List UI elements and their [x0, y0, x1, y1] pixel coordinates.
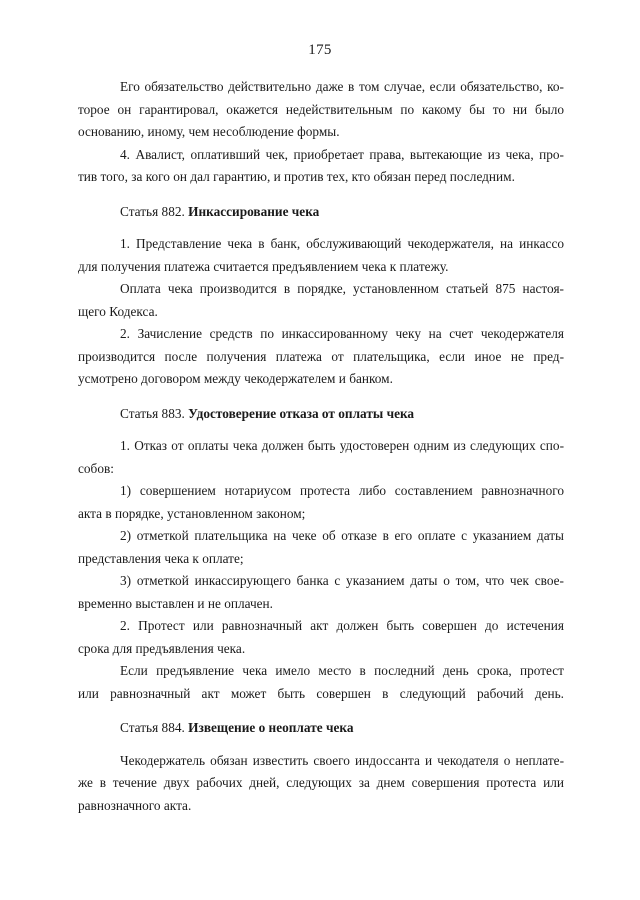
text-line: усмотрено договором между чекодержателем и банком. [78, 371, 393, 386]
paragraph [78, 435, 564, 480]
text-line: 1. Представление чека в банк, обслуживающий чекодержателя, на инкассо [120, 236, 564, 251]
text-line: или равнозначный акт может быть совершен в следующий рабочий день. [78, 685, 564, 701]
document-body [78, 76, 564, 817]
paragraph [78, 233, 564, 278]
article-number: Статья 884. [120, 720, 185, 735]
text-line: 2. Протест или равнозначный акт должен быть совершен до истечения [120, 618, 564, 633]
paragraph [78, 660, 564, 705]
text-line: 1. Отказ от оплаты чека должен быть удостоверен одним из следующих спо- [120, 438, 564, 453]
paragraph [78, 525, 564, 570]
text-line: Если предъявление чека имело место в последний день срока, протест [120, 663, 564, 678]
text-line: производится после получения платежа от плательщика, если иное не пред- [78, 348, 564, 364]
article-number: Статья 883. [120, 405, 185, 421]
paragraph [78, 480, 564, 525]
paragraph [78, 615, 564, 660]
text-line: 2) отметкой плательщика на чеке об отказе в его оплате с указанием даты [120, 528, 564, 543]
text-line: торое он гарантировал, окажется недействительным по какому бы то ни было [78, 101, 564, 117]
text-line: 2. Зачисление средств по инкассированному чеку на счет чекодержателя [120, 326, 564, 341]
paragraph [78, 144, 564, 189]
text-line: временно выставлен и не оплачен. [78, 595, 273, 611]
text-line: щего Кодекса. [78, 303, 158, 319]
text-line: для получения платежа считается предъявлением чека к платежу. [78, 258, 449, 274]
text-line: акта в порядке, установленном законом; [78, 505, 306, 521]
paragraph [78, 570, 564, 615]
article-heading [78, 717, 564, 740]
text-line: же в течение двух рабочих дней, следующих за днем совершения протеста или [78, 775, 564, 790]
article-title: Извещение о неоплате чека [188, 720, 354, 735]
text-line: равнозначного акта. [78, 797, 192, 813]
text-line: 4. Авалист, оплативший чек, приобретает права, вытекающие из чека, про- [120, 146, 564, 162]
text-line: основанию, иному, чем несоблюдение формы. [78, 124, 340, 139]
article-heading [78, 403, 564, 426]
article-number: Статья 882. [120, 203, 185, 219]
article-title: Инкассирование чека [188, 203, 320, 219]
paragraph [78, 750, 564, 818]
text-line: представления чека к оплате; [78, 550, 244, 566]
article-heading [78, 201, 564, 224]
text-line: Его обязательство действительно даже в том случае, если обязательство, ко- [120, 79, 564, 94]
text-line: Оплата чека производится в порядке, установленном статьей 875 настоя- [120, 281, 564, 296]
text-line: тив того, за кого он дал гарантию, и против тех, кто обязан перед последним. [78, 169, 515, 184]
paragraph [78, 323, 564, 391]
text-line: собов: [78, 460, 114, 476]
paragraph [78, 278, 564, 323]
text-line: 1) совершением нотариусом протеста либо составлением равнозначного [120, 483, 564, 498]
text-line: 3) отметкой инкассирующего банка с указанием даты о том, что чек свое- [120, 573, 564, 588]
article-title: Удостоверение отказа от оплаты чека [188, 405, 415, 421]
text-line: Чекодержатель обязан известить своего индоссанта и чекодателя о неплате- [120, 752, 564, 768]
paragraph [78, 76, 564, 144]
page-number: 175 [308, 42, 332, 58]
text-line: срока для предъявления чека. [78, 640, 246, 656]
